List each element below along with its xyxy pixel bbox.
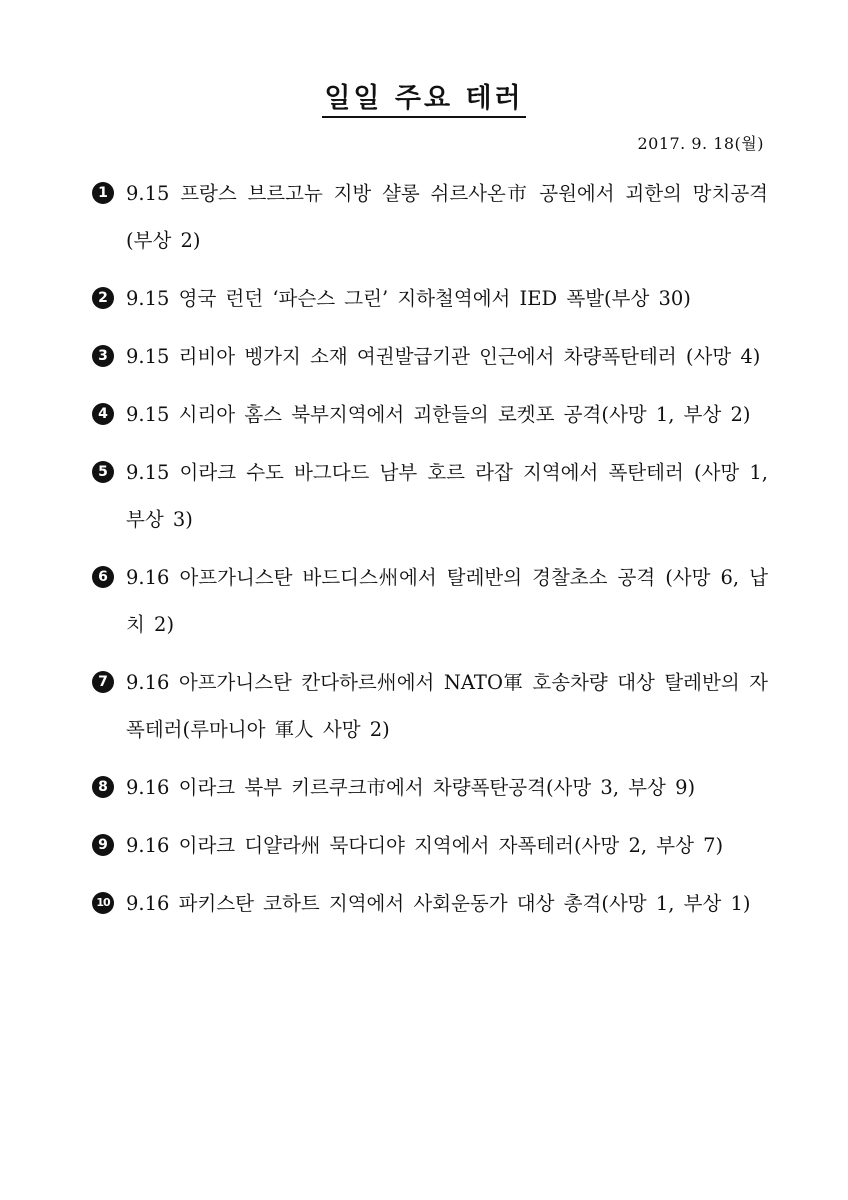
page-title xyxy=(0,76,848,115)
item-number-badge: 4 xyxy=(92,403,114,425)
item-number-badge: 6 xyxy=(92,566,114,588)
list-item xyxy=(92,554,768,648)
list-item xyxy=(92,391,768,438)
item-text: 9.16 아프가니스탄 칸다하르州에서 NATO軍 호송차량 대상 탈레반의 자폭테러(루마니아 軍人 사망 2) xyxy=(126,671,768,741)
list-item xyxy=(92,659,768,753)
item-number-badge: 3 xyxy=(92,345,114,367)
item-number-badge: 7 xyxy=(92,671,114,693)
item-number-badge: 5 xyxy=(92,461,114,483)
list-item xyxy=(92,333,768,380)
item-text: 9.16 이라크 북부 키르쿠크市에서 차량폭탄공격(사망 3, 부상 9) xyxy=(126,776,696,799)
item-number-badge: 8 xyxy=(92,776,114,798)
page-title-text: 일일 주요 테러 xyxy=(322,83,525,118)
item-number-badge: 9 xyxy=(92,834,114,856)
item-text: 9.15 프랑스 브르고뉴 지방 샬롱 쉬르사온市 공원에서 괴한의 망치공격(부상 2) xyxy=(126,182,768,252)
item-text: 9.15 이라크 수도 바그다드 남부 호르 라잡 지역에서 폭탄테러 (사망 1, 부상 3) xyxy=(126,461,768,531)
item-number-badge: 2 xyxy=(92,287,114,309)
item-text: 9.15 시리아 홈스 북부지역에서 괴한들의 로켓포 공격(사망 1, 부상 2) xyxy=(126,403,751,426)
list-item xyxy=(92,880,768,927)
item-number-badge: 1 xyxy=(92,182,114,204)
item-text: 9.15 영국 런던 ‘파슨스 그린’ 지하철역에서 IED 폭발(부상 30) xyxy=(126,287,691,310)
incident-list xyxy=(92,170,768,938)
report-date: 2017. 9. 18(월) xyxy=(637,134,764,153)
item-text: 9.16 아프가니스탄 바드디스州에서 탈레반의 경찰초소 공격 (사망 6, 납치 2) xyxy=(126,566,768,636)
list-item xyxy=(92,449,768,543)
list-item xyxy=(92,170,768,264)
list-item xyxy=(92,764,768,811)
list-item xyxy=(92,275,768,322)
list-item xyxy=(92,822,768,869)
item-text: 9.16 이라크 디얄라州 묵다디야 지역에서 자폭테러(사망 2, 부상 7) xyxy=(126,834,724,857)
item-text: 9.16 파키스탄 코하트 지역에서 사회운동가 대상 총격(사망 1, 부상 1) xyxy=(126,892,751,915)
item-number-badge: 10 xyxy=(92,892,114,914)
item-text: 9.15 리비아 벵가지 소재 여권발급기관 인근에서 차량폭탄테러 (사망 4) xyxy=(126,345,761,368)
